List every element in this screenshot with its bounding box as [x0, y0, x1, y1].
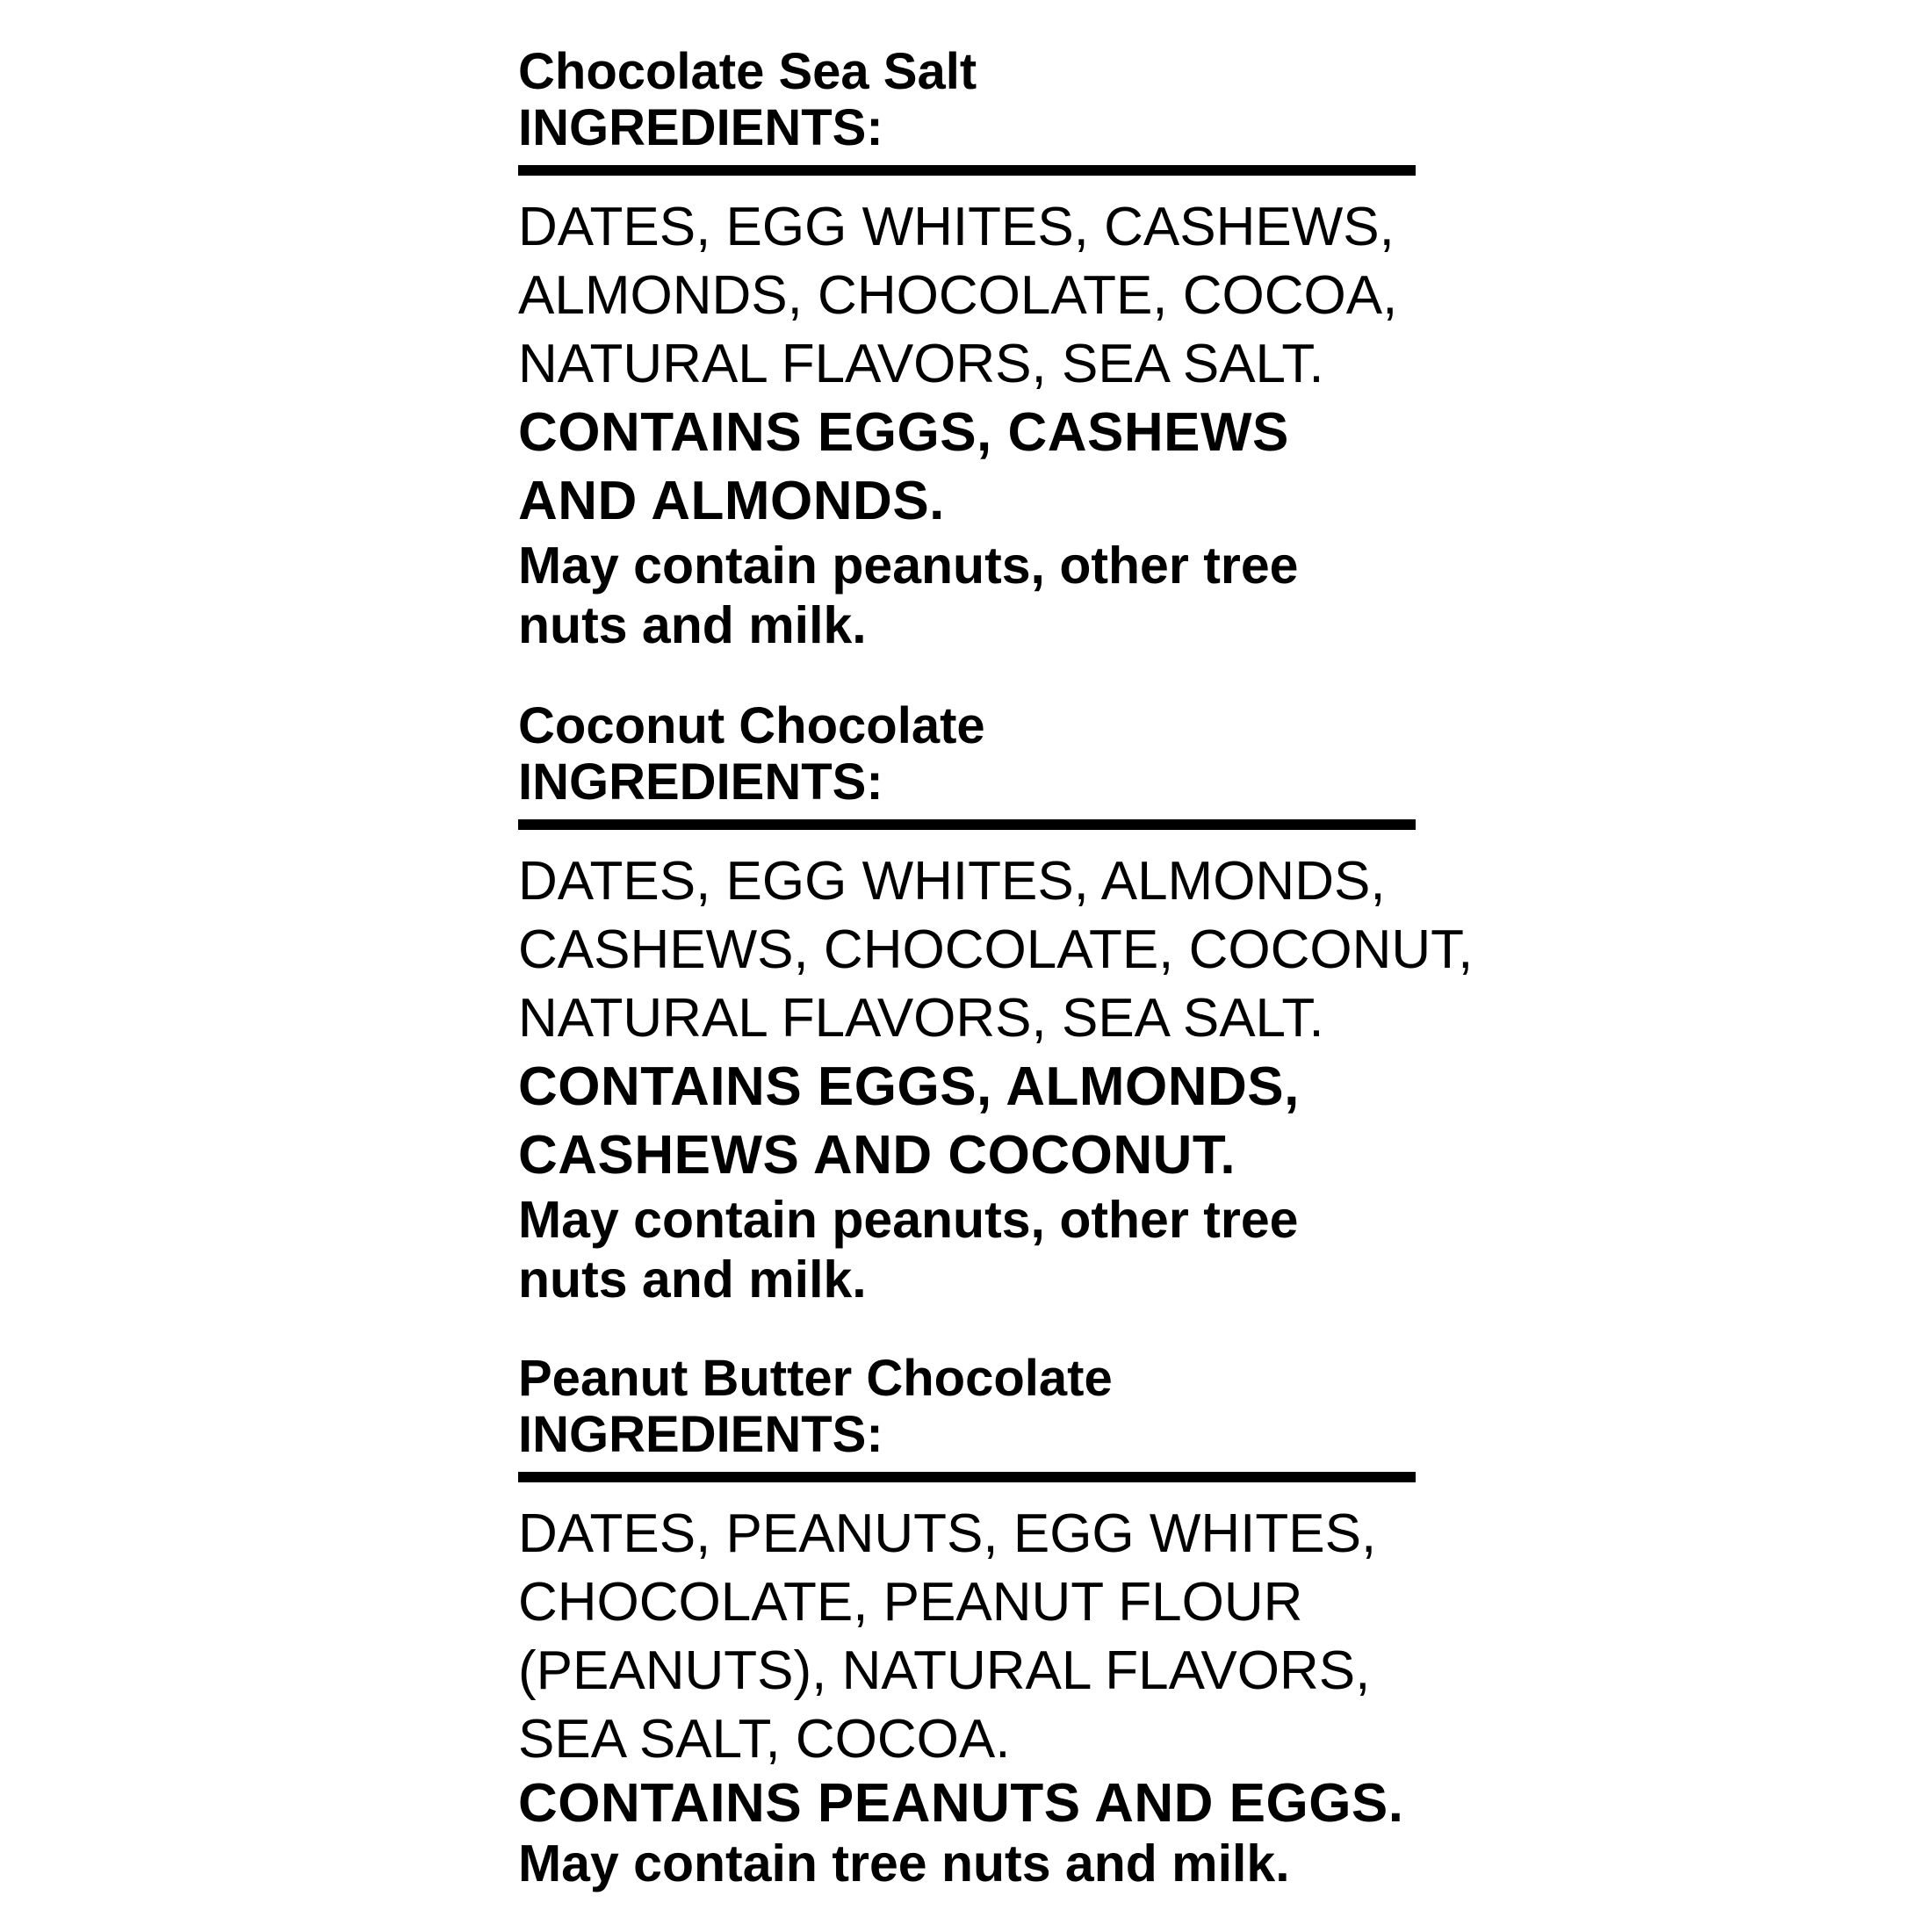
section-coconut-chocolate	[518, 697, 1474, 1309]
may-contain-line: May contain peanuts, other tree	[518, 1191, 1299, 1249]
may-contain-line: nuts and milk.	[518, 1251, 867, 1308]
ingredient-line: (PEANUTS), NATURAL FLAVORS,	[518, 1640, 1371, 1701]
ingredient-line: CHOCOLATE, PEANUT FLOUR	[518, 1572, 1303, 1633]
allergen-contains-line: CONTAINS EGGS, CASHEWS	[518, 402, 1289, 463]
allergen-contains-line: CASHEWS AND COCONUT.	[518, 1125, 1236, 1186]
may-contain-line: nuts and milk.	[518, 596, 867, 654]
allergen-contains-line: CONTAINS PEANUTS AND EGGS.	[518, 1773, 1404, 1834]
ingredient-line: DATES, PEANUTS, EGG WHITES,	[518, 1503, 1377, 1564]
ingredient-line: NATURAL FLAVORS, SEA SALT.	[518, 988, 1324, 1049]
ingredient-line: DATES, EGG WHITES, ALMONDS,	[518, 851, 1386, 912]
allergen-contains-line: CONTAINS EGGS, ALMONDS,	[518, 1056, 1300, 1117]
product-name: Peanut Butter Chocolate	[518, 1350, 1113, 1407]
heading-rule	[518, 165, 1416, 176]
product-name: Coconut Chocolate	[518, 697, 985, 754]
may-contain-line: May contain tree nuts and milk.	[518, 1835, 1290, 1892]
may-contain-line: May contain peanuts, other tree	[518, 537, 1299, 595]
allergen-contains-line: AND ALMONDS.	[518, 471, 945, 531]
ingredients-heading: INGREDIENTS:	[518, 99, 883, 156]
ingredient-line: ALMONDS, CHOCOLATE, COCOA,	[518, 265, 1398, 326]
section-peanut-butter-chocolate	[518, 1351, 1449, 1893]
ingredients-heading: INGREDIENTS:	[518, 753, 883, 811]
heading-rule	[518, 819, 1416, 830]
section-chocolate-sea-salt	[518, 44, 1449, 655]
heading-rule	[518, 1472, 1416, 1482]
product-name: Chocolate Sea Salt	[518, 43, 977, 100]
ingredient-line: NATURAL FLAVORS, SEA SALT.	[518, 334, 1324, 394]
ingredient-line: CASHEWS, CHOCOLATE, COCONUT,	[518, 919, 1474, 980]
ingredients-heading: INGREDIENTS:	[518, 1406, 883, 1463]
ingredient-line: DATES, EGG WHITES, CASHEWS,	[518, 197, 1395, 257]
ingredient-line: SEA SALT, COCOA.	[518, 1709, 1011, 1770]
